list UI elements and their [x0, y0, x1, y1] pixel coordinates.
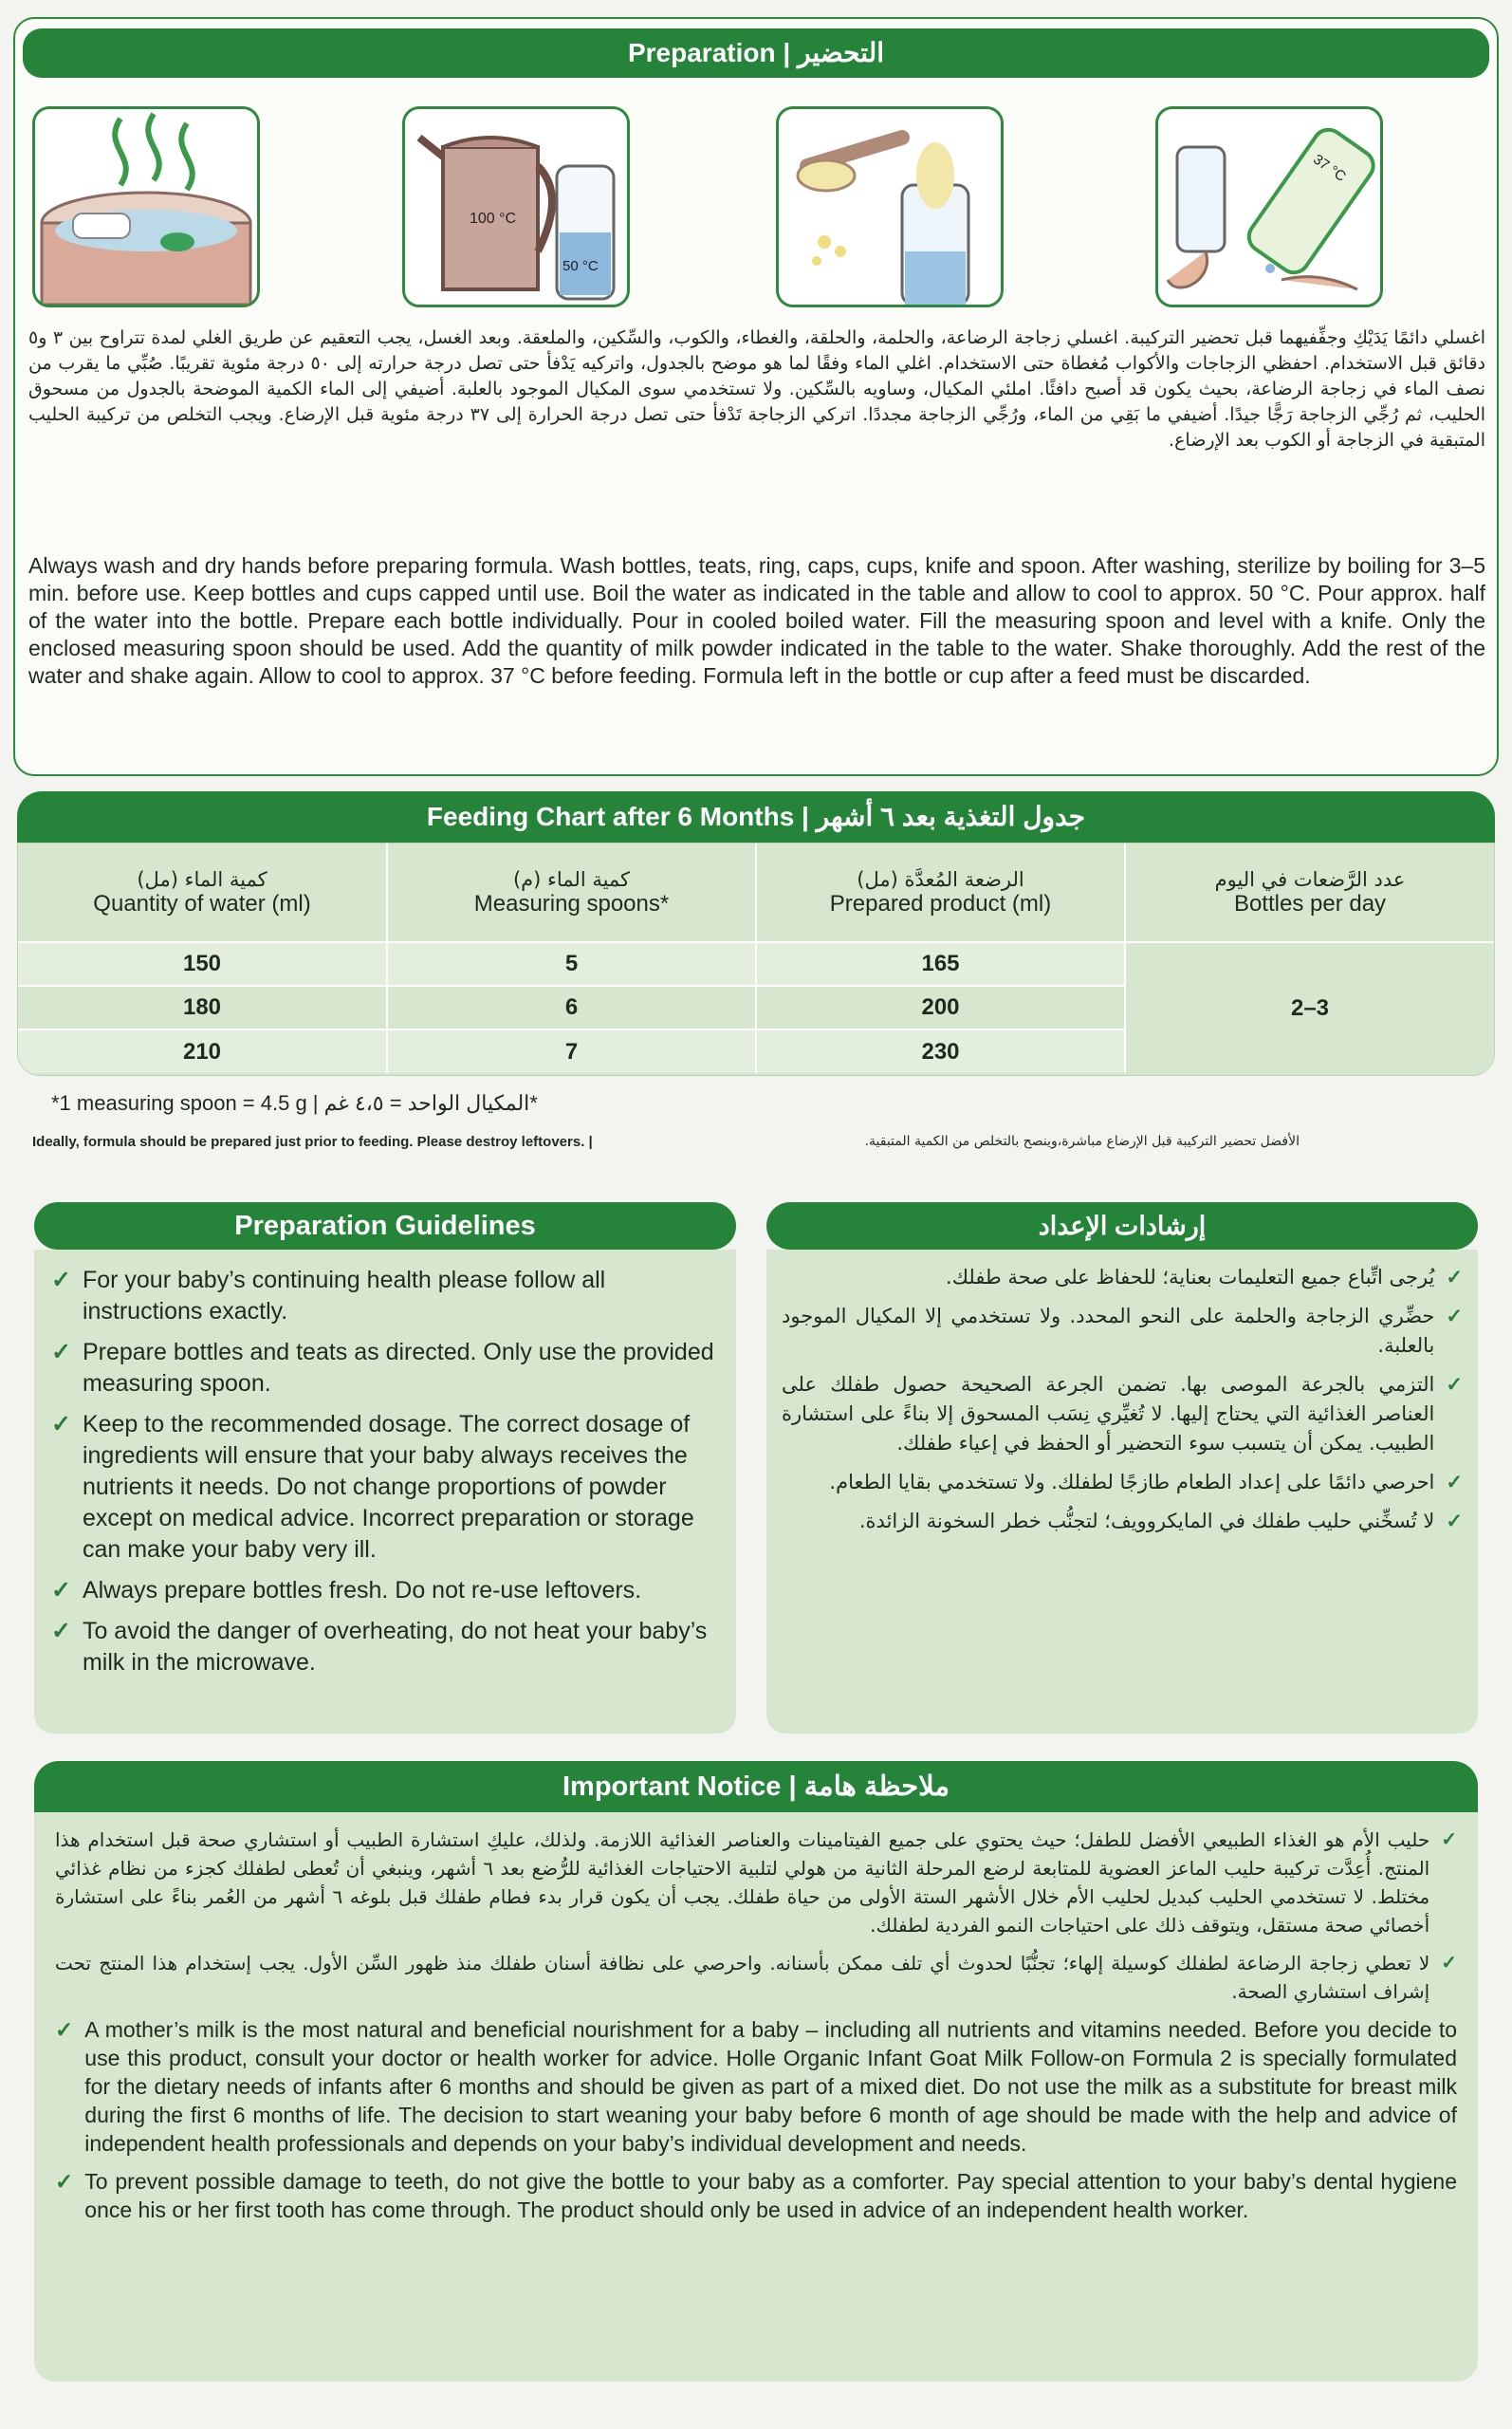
header-water: كمية الماء (مل) Quantity of water (ml): [18, 844, 387, 942]
bottle-temp-label: 50 °C: [562, 258, 599, 274]
check-icon: ✓: [1446, 1374, 1463, 1396]
check-icon: ✓: [51, 1618, 71, 1644]
header-bottles: عدد الرَّضعات في اليوم Bottles per day: [1214, 867, 1406, 917]
check-icon: ✓: [51, 1411, 71, 1437]
check-icon: ✓: [55, 2169, 74, 2194]
list-item: التزمي بالجرعة الموصى بها. تضمن الجرعة الصحيحة حصول طفلك على العناصر الغذائية التي يحتاج إليها. لا تُغيِّري نِسَب المسحوق إلا بناءً على استشارة الطبيب. يمكن أن يتسبب سوء التحضير أو الحفظ في إعياء طفلك. ✓: [782, 1370, 1463, 1458]
preparation-english-text: Always wash and dry hands before preparing formula. Wash bottles, teats, ring, caps, cups, knife and spoon. After washing, sterilize by boiling for 3–5 min. before use. Keep bottles and cups capped until use. Boil the water as indicated in the table and allow to cool to approx. 50 °C. Pour approx. half of the water into the bottle. Prepare each bottle individually. Pour in cooled boiled water. Fill the measuring spoon and level with a knife. Only the enclosed measuring spoon should be used. Add the quantity of milk powder indicated in the table to the water. Shake thoroughly. Add the rest of the water and shake again. Allow to cool to approx. 37 °C before feeding. Formula left in the bottle or cup after a feed must be discarded.: [28, 553, 1485, 688]
list-item: ✓ Always prepare bottles fresh. Do not re-use leftovers.: [51, 1575, 719, 1606]
guidelines-en-box: [34, 1250, 736, 1734]
guidelines-en-title: Preparation Guidelines: [234, 1211, 536, 1241]
check-icon: ✓: [1446, 1472, 1463, 1493]
list-item: ✓ A mother’s milk is the most natural and beneficial nourishment for a baby – including all nutrients and vitamins needed. Before you decide to use this product, consult your doctor or health worker for advice. Holle Organic Infant Goat Milk Follow-on Formula 2 is specially formulated for the dietary needs of infants after 6 months and should be given as part of a mixed diet. Do not use the milk as a substitute for breast milk during the first 6 months of life. The decision to start weaning your baby before 6 month of age should be made with the help and advice of independent health professionals and depends on your baby’s individual development and needs.: [55, 2017, 1457, 2156]
list-item: ✓ Prepare bottles and teats as directed. Only use the provided measuring spoon.: [51, 1337, 719, 1400]
list-item: حليب الأم هو الغذاء الطبيعي الأفضل للطفل؛ حيث يحتوي على جميع الفيتامينات والعناصر الغذائية اللازمة. ولذلك، عليكِ استشارة الطبيب أو استشاري صحة قبل استخدام هذا المنتج. أُعِدَّت تركيبة حليب الماعز العضوية للمتابعة لرضع المرحلة الثانية من هولي لتلبية الاحتياجات الغذائية للرُّضع بعد ٦ أشهر، وينبغي أن تُعطى لطفلك كجزء من نظام غذائي مختلط. لا تستخدمي الحليب كبديل لحليب الأم خلال الأشهر الستة الأولى من حياة طفلك. يجب أن يكون قرار بدء فطام طفلك قبل بلوغه ٦ أشهر من العُمر بناءً على استشارة أخصائي صحة مستقل، ويتوقف ذلك على احتياجات النمو الفردية لطفلك. ✓: [55, 1826, 1457, 1939]
list-item: يُرجى اتِّباع جميع التعليمات بعناية؛ للحفاظ على صحة طفلك. ✓: [782, 1263, 1463, 1292]
check-icon: ✓: [1446, 1306, 1463, 1327]
check-icon: ✓: [51, 1577, 71, 1604]
list-item: حضِّري الزجاجة والحلمة على النحو المحدد. ولا تستخدمي إلا المكيال الموجود بالعلبة. ✓: [782, 1302, 1463, 1361]
check-icon: ✓: [1446, 1267, 1463, 1289]
feeding-chart-title: Feeding Chart after 6 Months | جدول التغذية بعد ٦ أشهر: [426, 802, 1086, 831]
advice-english: Ideally, formula should be prepared just prior to feeding. Please destroy leftovers. |: [32, 1134, 593, 1150]
measuring-spoon-footnote: *1 measuring spoon = 4.5 g | المكيال الواحد = ٤،٥ غم*: [51, 1091, 538, 1115]
table-row: 150 5 165 2–3: [18, 942, 1494, 986]
header-product: الرضعة المُعدَّة (مل) Prepared product (ml): [756, 844, 1125, 942]
list-item: ✓ For your baby’s continuing health please follow all instructions exactly.: [51, 1265, 719, 1327]
list-item: ✓ To prevent possible damage to teeth, do not give the bottle to your baby as a comforter. Pay special attention to your baby’s dental hygiene once his or her first tooth has come through. The product should only be used in advice of an independent health worker.: [55, 2169, 1457, 2222]
feeding-chart-title-bar: [17, 791, 1495, 843]
check-icon: ✓: [1441, 1953, 1457, 1974]
check-icon: ✓: [1446, 1511, 1463, 1532]
kettle-bottle-icon: [402, 106, 630, 307]
table-row: 180 6 200: [18, 986, 1494, 1029]
test-temp-label: 37 °C: [1310, 151, 1349, 185]
chart-header-row: [18, 844, 1494, 942]
notice-title-bar: [34, 1761, 1478, 1812]
kettle-temp-label: 100 °C: [470, 211, 517, 227]
check-icon: ✓: [1441, 1829, 1457, 1850]
check-icon: ✓: [51, 1267, 71, 1293]
list-item: لا تُسخِّني حليب طفلك في المايكروويف؛ لتجنُّب خطر السخونة الزائدة. ✓: [782, 1507, 1463, 1536]
list-item: احرصي دائمًا على إعداد الطعام طازجًا لطفلك. ولا تستخدمي بقايا الطعام. ✓: [782, 1468, 1463, 1497]
guidelines-ar-box: [766, 1250, 1478, 1734]
pot-sterilize-icon: [32, 106, 260, 307]
notice-title: Important Notice | ملاحظة هامة: [562, 1771, 950, 1802]
guidelines-ar-title: إرشادات الإعداد: [1038, 1212, 1207, 1240]
guidelines-en-title-bar: [34, 1202, 736, 1250]
preparation-title-bar: [23, 28, 1489, 78]
check-icon: ✓: [51, 1339, 71, 1365]
notice-box: [34, 1812, 1478, 2382]
bottle-test-icon: [1155, 106, 1383, 307]
powder-spoon-icon: [776, 106, 1004, 307]
feeding-chart-table: [17, 843, 1495, 1076]
header-spoons: كمية الماء (م) Measuring spoons*: [387, 844, 756, 942]
bottles-per-day-value: 2–3: [1125, 942, 1494, 1073]
advice-arabic: الأفضل تحضير التركيبة قبل الإرضاع مباشرة،وينصح بالتخلص من الكمية المتبقية.: [864, 1134, 1300, 1149]
preparation-title: Preparation | التحضير: [627, 38, 884, 67]
guidelines-ar-title-bar: [766, 1202, 1478, 1250]
preparation-arabic-text: اغسلي دائمًا يَدَيْكِ وجفِّفيهما قبل تحضير التركيبة. اغسلي زجاجة الرضاعة، والحلمة، والحلقة، والغطاء، والكوب، والسِّكين، والملعقة. وبعد الغسل، يجب التعقيم عن طريق الغلي لمدة تتراوح بين ٣ و٥ دقائق قبل الاستخدام. احفظي الزجاجات والأكواب مُغطاة حتى الاستخدام. اغلي الماء وفقًا لما هو موضح بالجدول، واتركيه يَدْفأ حتى تصل درجة حرارته إلى ٥٠ درجة مئوية تقريبًا. صُبِّي ما يقرب من نصف الماء في زجاجة الرضاعة، بحيث يكون قد أصبح دافئًا. املئي المكيال، وساويه بالسِّكين. ولا تستخدمي سوى المكيال الموجود بالعلبة. أضيفي إلى الماء الكمية الموضحة بالجدول من مسحوق الحليب، ثم رُجِّي الزجاجة رَجًّا جيدًا. أضيفي ما بَقِي من الماء، ورُجِّي الزجاجة مجددًا. اتركي الزجاجة تَدْفأ حتى تصل درجة الحرارة إلى ٣٧ درجة مئوية قبل الإرضاع. ويجب التخلص من تركيبة الحليب المتبقية في الزجاجة أو الكوب بعد الإرضاع.: [28, 327, 1486, 451]
table-row: 210 7 230: [18, 1029, 1494, 1073]
list-item: ✓ To avoid the danger of overheating, do not heat your baby’s milk in the microwave.: [51, 1616, 719, 1678]
list-item: لا تعطي زجاجة الرضاعة لطفلك كوسيلة إلهاء؛ تجنُّبًا لحدوث أي تلف ممكن بأسنانه. واحرصي على نظافة أسنان طفلك منذ ظهور السِّن الأول. يجب إستخدام هذا المنتج تحت إشراف استشاري الصحة. ✓: [55, 1949, 1457, 2006]
check-icon: ✓: [55, 2017, 74, 2042]
list-item: ✓ Keep to the recommended dosage. The correct dosage of ingredients will ensure that your baby always receives the nutrients it needs. Do not change proportions of powder except on medical advice. Incorrect preparation or storage can make your baby very ill.: [51, 1409, 719, 1566]
